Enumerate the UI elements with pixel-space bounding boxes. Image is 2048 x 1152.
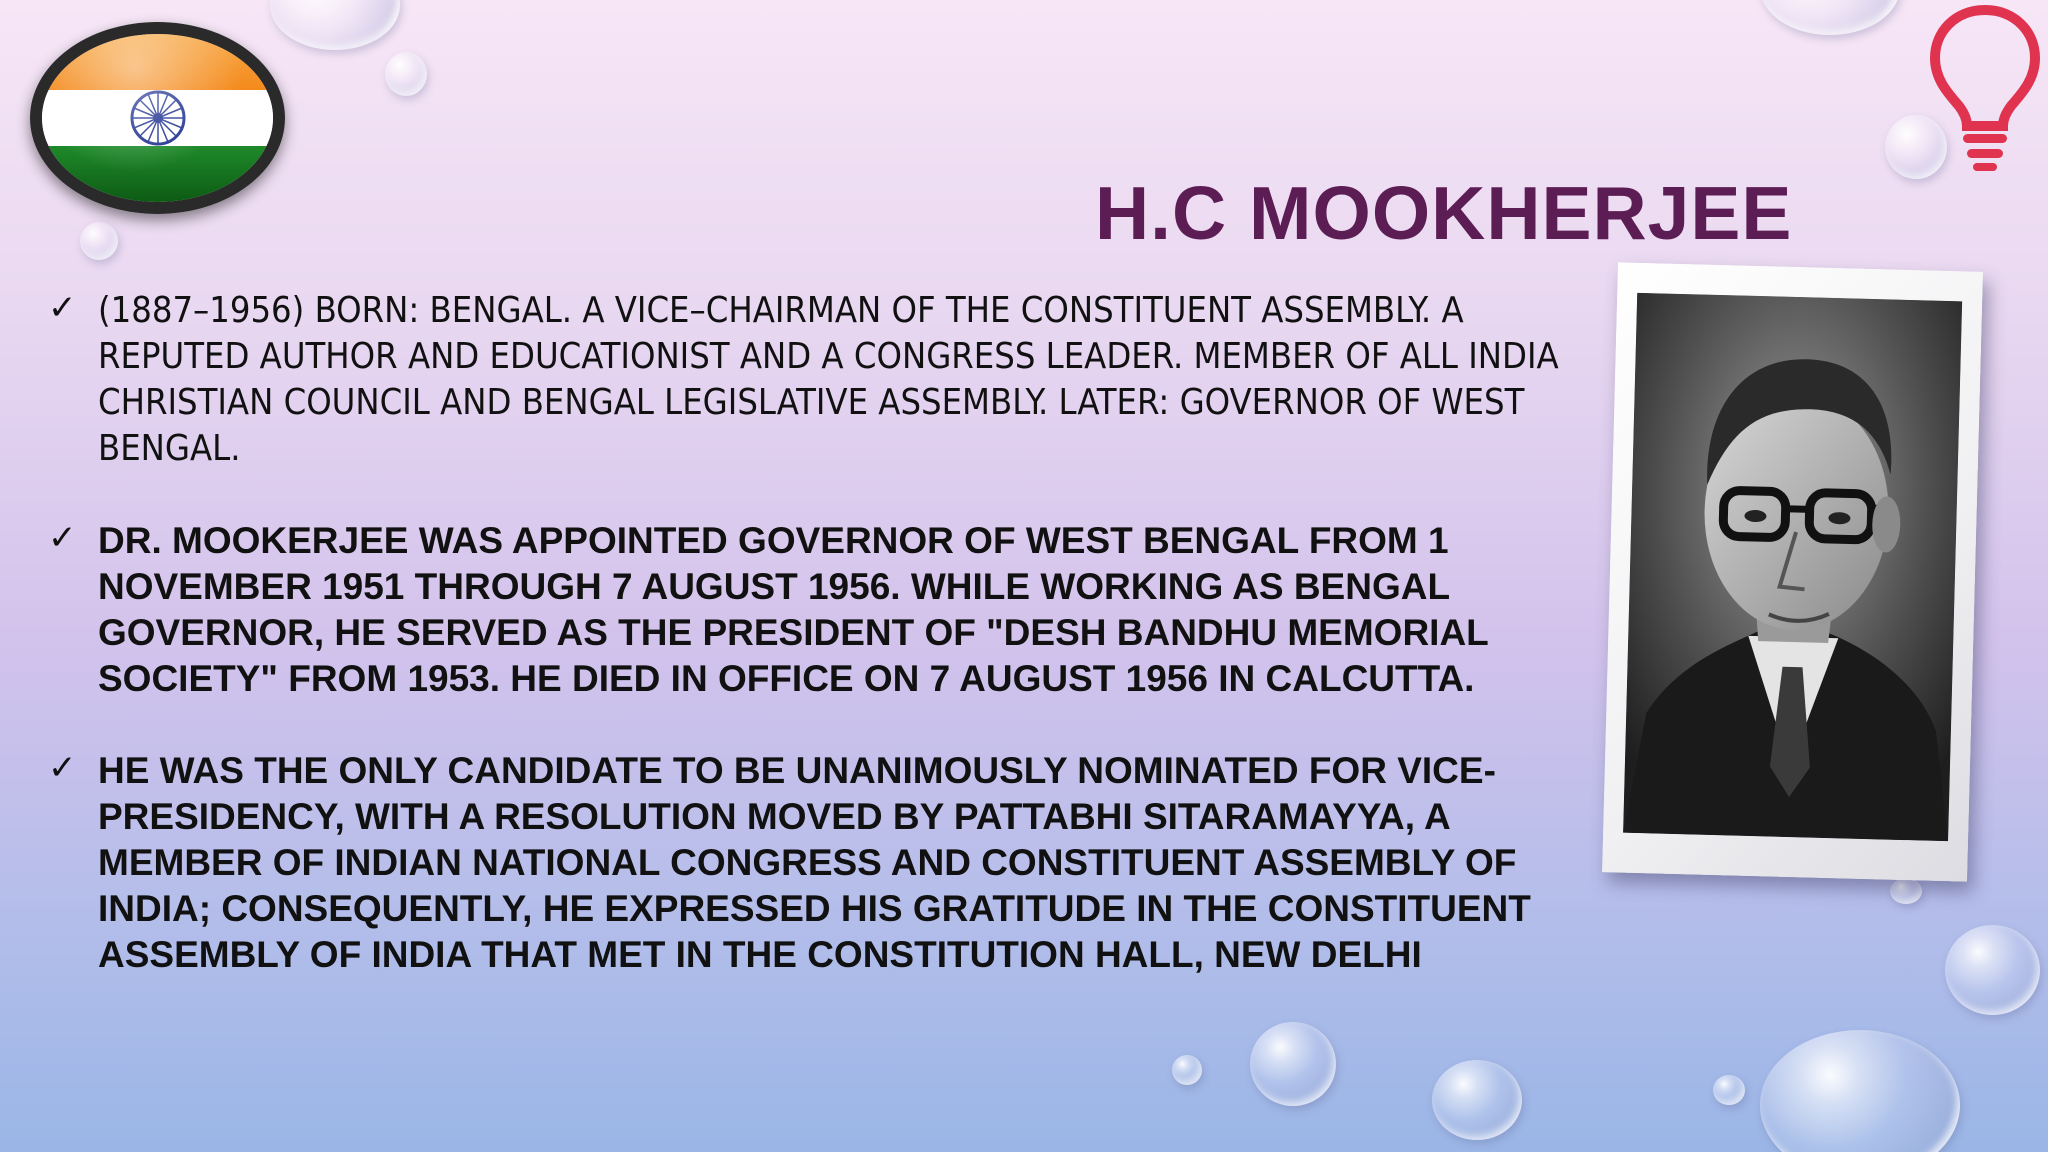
flag-gloss bbox=[42, 34, 273, 202]
bullet-text: (1887–1956) BORN: BENGAL. A VICE–CHAIRMAN OF THE CONSTITUENT ASSEMBLY. A REPUTED AUTHOR AND EDUCATIONIST AND A CONGRESS LEADER. MEMBER OF ALL INDIA CHRISTIAN COUNCIL AND BENGAL LEGISLATIVE ASSEMBLY. LATER: GOVERNOR OF WEST BENGAL. bbox=[98, 290, 1559, 469]
bullet-text: HE WAS THE ONLY CANDIDATE TO BE UNANIMOUSLY NOMINATED FOR VICE-PRESIDENCY, WITH A RESOLUTION MOVED BY PATTABHI SITARAMAYYA, A MEMBER OF INDIAN NATIONAL CONGRESS AND CONSTITUENT ASSEMBLY OF INDIA; CONSEQUENTLY, HE EXPRESSED HIS GRATITUDE IN THE CONSTITUENT ASSEMBLY OF INDIA THAT MET IN THE CONSTITUTION HALL, NEW DELHI bbox=[98, 750, 1531, 975]
lightbulb-icon bbox=[1925, 2, 2045, 172]
portrait-frame bbox=[1602, 262, 1983, 881]
water-drop-decoration bbox=[1713, 1075, 1745, 1105]
checkmark-icon: ✓ bbox=[48, 288, 77, 328]
water-drop-decoration bbox=[1432, 1060, 1522, 1140]
checkmark-icon: ✓ bbox=[48, 748, 77, 788]
portrait-illustration bbox=[1623, 293, 1962, 841]
water-drop-decoration bbox=[385, 52, 427, 96]
water-drop-decoration bbox=[1172, 1055, 1202, 1085]
bullet-list bbox=[48, 288, 1608, 1024]
water-drop-decoration bbox=[80, 222, 118, 260]
water-drop-decoration bbox=[1760, 1030, 1960, 1152]
bullet-text: DR. MOOKERJEE WAS APPOINTED GOVERNOR OF WEST BENGAL FROM 1 NOVEMBER 1951 THROUGH 7 AUGUST 1956. WHILE WORKING AS BENGAL GOVERNOR, HE SERVED AS THE PRESIDENT OF "DESH BANDHU MEMORIAL SOCIETY" FROM 1953. HE DIED IN OFFICE ON 7 AUGUST 1956 IN CALCUTTA. bbox=[98, 520, 1489, 699]
water-drop-decoration bbox=[1890, 878, 1922, 904]
water-drop-decoration bbox=[1945, 925, 2040, 1015]
india-flag-icon bbox=[30, 22, 285, 214]
checkmark-icon: ✓ bbox=[48, 518, 77, 558]
water-drop-decoration bbox=[1250, 1022, 1336, 1106]
portrait-photo bbox=[1623, 293, 1962, 841]
bullet-item bbox=[48, 288, 1608, 472]
water-drop-decoration bbox=[270, 0, 400, 50]
bullet-item bbox=[48, 748, 1608, 978]
slide-title: H.C MOOKHERJEE bbox=[1095, 171, 1793, 255]
bullet-item bbox=[48, 518, 1608, 702]
water-drop-decoration bbox=[1760, 0, 1900, 35]
